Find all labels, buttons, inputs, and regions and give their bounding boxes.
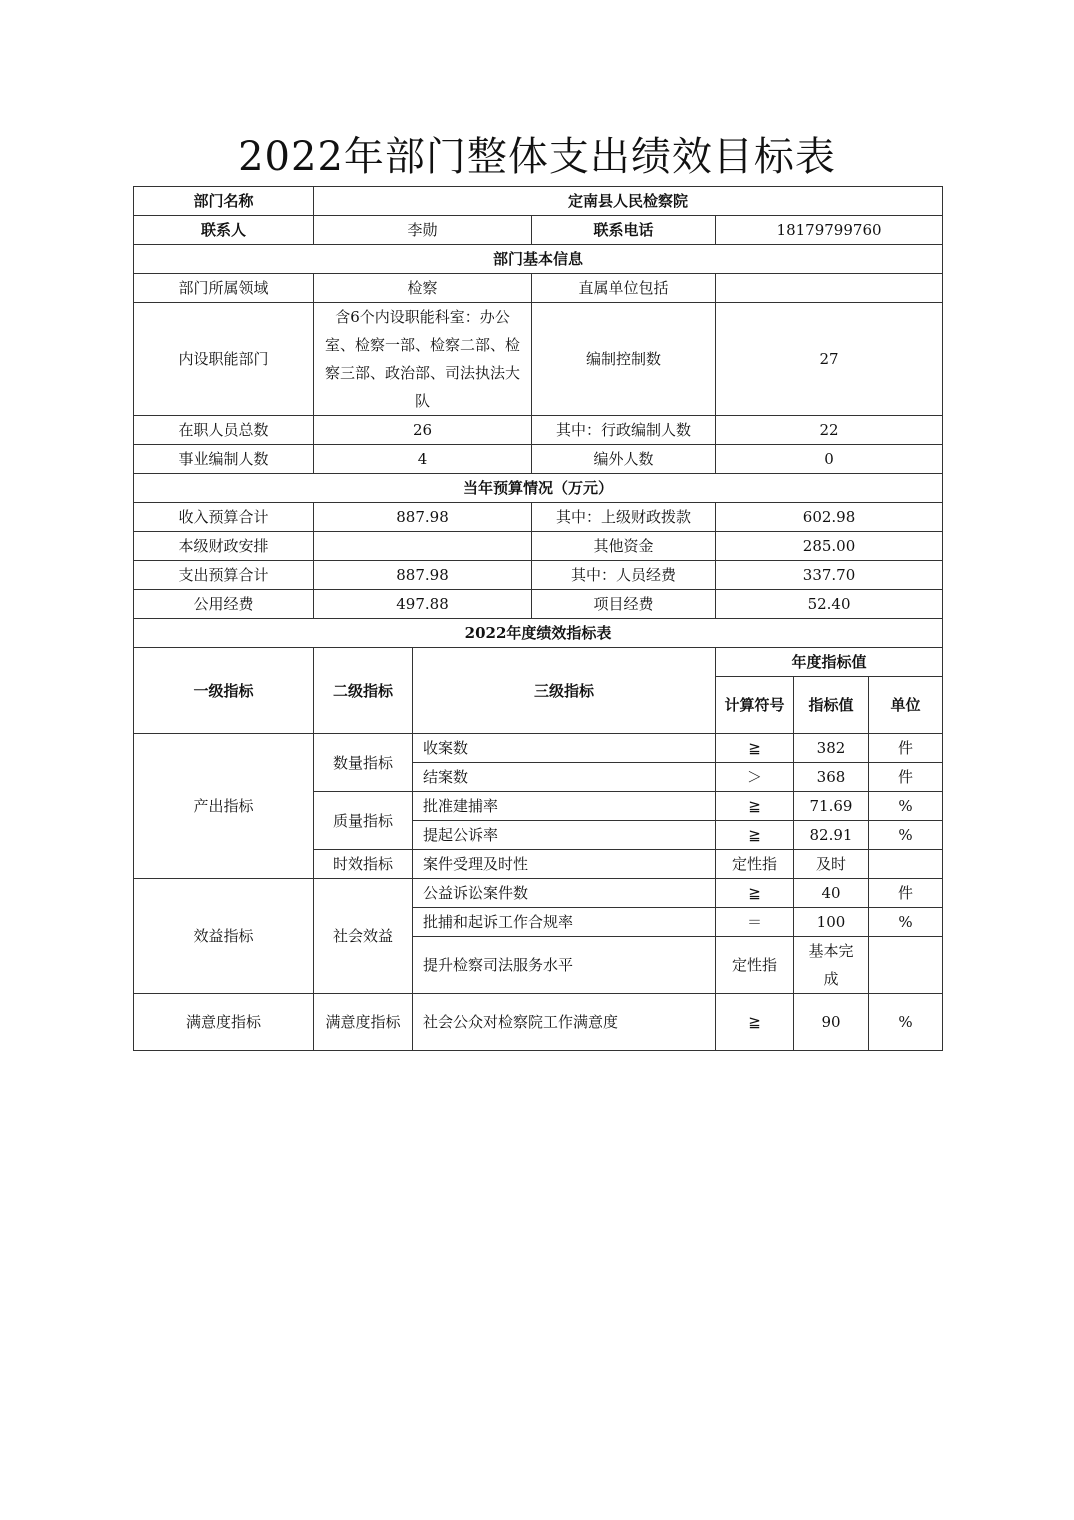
internal-dept-label: 内设职能部门 (134, 303, 314, 416)
social-benefit: 社会效益 (314, 879, 413, 994)
indicator-symbol: ≧ (716, 879, 794, 908)
indicator-value: 90 (794, 994, 869, 1051)
indicator-name: 批准建捕率 (413, 792, 716, 821)
indicator-value: 基本完成 (794, 937, 869, 994)
outside-staff-label: 编外人数 (532, 445, 716, 474)
table-row (134, 303, 943, 416)
personnel-label: 其中：人员经费 (532, 561, 716, 590)
table-row (134, 619, 943, 648)
indicator-unit: % (869, 792, 943, 821)
admin-staff-label: 其中：行政编制人数 (532, 416, 716, 445)
personnel-value: 337.70 (716, 561, 943, 590)
quality-indicator: 质量指标 (314, 792, 413, 850)
dept-name-label: 部门名称 (134, 187, 314, 216)
indicator-unit: % (869, 821, 943, 850)
indicator-value: 40 (794, 879, 869, 908)
table-row (134, 245, 943, 274)
expense-label: 支出预算合计 (134, 561, 314, 590)
indicator-unit (869, 850, 943, 879)
indicator-symbol: 定性指 (716, 937, 794, 994)
phone-label: 联系电话 (532, 216, 716, 245)
indicator-symbol: 定性指 (716, 850, 794, 879)
indicator-value: 100 (794, 908, 869, 937)
direct-units-value (716, 274, 943, 303)
col-l2: 二级指标 (314, 648, 413, 734)
staff-total-label: 在职人员总数 (134, 416, 314, 445)
public-fund-value: 497.88 (314, 590, 532, 619)
col-l3: 三级指标 (413, 648, 716, 734)
indicator-unit: % (869, 908, 943, 937)
indicator-name: 提升检察司法服务水平 (413, 937, 716, 994)
income-label: 收入预算合计 (134, 503, 314, 532)
internal-dept-value: 含6个内设职能科室：办公室、检察一部、检察二部、检察三部、政治部、司法执法大队 (314, 303, 532, 416)
project-fund-value: 52.40 (716, 590, 943, 619)
table-row (134, 734, 943, 763)
indicator-unit: 件 (869, 734, 943, 763)
table-row (134, 503, 943, 532)
indicator-value: 82.91 (794, 821, 869, 850)
career-staff-value: 4 (314, 445, 532, 474)
indicator-name: 结案数 (413, 763, 716, 792)
project-fund-label: 项目经费 (532, 590, 716, 619)
col-l1: 一级指标 (134, 648, 314, 734)
contact-label: 联系人 (134, 216, 314, 245)
quantity-indicator: 数量指标 (314, 734, 413, 792)
quota-value: 27 (716, 303, 943, 416)
table-row (134, 590, 943, 619)
table-row (134, 416, 943, 445)
indicator-name: 社会公众对检察院工作满意度 (413, 994, 716, 1051)
table-row (134, 474, 943, 503)
outside-staff-value: 0 (716, 445, 943, 474)
output-indicator: 产出指标 (134, 734, 314, 879)
indicator-symbol: ≧ (716, 994, 794, 1051)
table-row (134, 274, 943, 303)
budget-header: 当年预算情况（万元） (134, 474, 943, 503)
indicator-name: 公益诉讼案件数 (413, 879, 716, 908)
other-fund-label: 其他资金 (532, 532, 716, 561)
indicator-name: 收案数 (413, 734, 716, 763)
indicator-value: 382 (794, 734, 869, 763)
upper-fund-value: 602.98 (716, 503, 943, 532)
table-row (134, 561, 943, 590)
indicator-unit (869, 937, 943, 994)
performance-target-table (133, 186, 943, 1051)
career-staff-label: 事业编制人数 (134, 445, 314, 474)
indicator-symbol: ≧ (716, 821, 794, 850)
basic-info-header: 部门基本信息 (134, 245, 943, 274)
satisfaction-indicator: 满意度指标 (134, 994, 314, 1051)
indicator-name: 批捕和起诉工作合规率 (413, 908, 716, 937)
table-row (134, 187, 943, 216)
indicator-unit: % (869, 994, 943, 1051)
field-label: 部门所属领域 (134, 274, 314, 303)
table-row (134, 994, 943, 1051)
table-row (134, 879, 943, 908)
staff-total-value: 26 (314, 416, 532, 445)
benefit-indicator: 效益指标 (134, 879, 314, 994)
upper-fund-label: 其中：上级财政拨款 (532, 503, 716, 532)
income-value: 887.98 (314, 503, 532, 532)
indicator-value: 及时 (794, 850, 869, 879)
field-value: 检察 (314, 274, 532, 303)
indicator-name: 案件受理及时性 (413, 850, 716, 879)
local-fund-label: 本级财政安排 (134, 532, 314, 561)
table-row (134, 216, 943, 245)
indicator-value: 368 (794, 763, 869, 792)
indicator-symbol: ＞ (716, 763, 794, 792)
page-title: 2022年部门整体支出绩效目标表 (238, 134, 836, 180)
col-value: 指标值 (794, 677, 869, 734)
quota-label: 编制控制数 (532, 303, 716, 416)
indicator-symbol: ≧ (716, 734, 794, 763)
perf-header: 2022年度绩效指标表 (134, 619, 943, 648)
local-fund-value (314, 532, 532, 561)
indicator-value: 71.69 (794, 792, 869, 821)
phone-value: 18179799760 (716, 216, 943, 245)
other-fund-value: 285.00 (716, 532, 943, 561)
indicator-unit: 件 (869, 763, 943, 792)
direct-units-label: 直属单位包括 (532, 274, 716, 303)
indicator-symbol: ＝ (716, 908, 794, 937)
contact-value: 李勋 (314, 216, 532, 245)
timeliness-indicator: 时效指标 (314, 850, 413, 879)
public-fund-label: 公用经费 (134, 590, 314, 619)
col-annual: 年度指标值 (716, 648, 943, 677)
table-row (134, 648, 943, 677)
col-symbol: 计算符号 (716, 677, 794, 734)
indicator-symbol: ≧ (716, 792, 794, 821)
indicator-unit: 件 (869, 879, 943, 908)
dept-name-value: 定南县人民检察院 (314, 187, 943, 216)
admin-staff-value: 22 (716, 416, 943, 445)
table-row (134, 532, 943, 561)
indicator-name: 提起公诉率 (413, 821, 716, 850)
satisfaction-l2-indicator: 满意度指标 (314, 994, 413, 1051)
col-unit: 单位 (869, 677, 943, 734)
table-row (134, 445, 943, 474)
expense-value: 887.98 (314, 561, 532, 590)
